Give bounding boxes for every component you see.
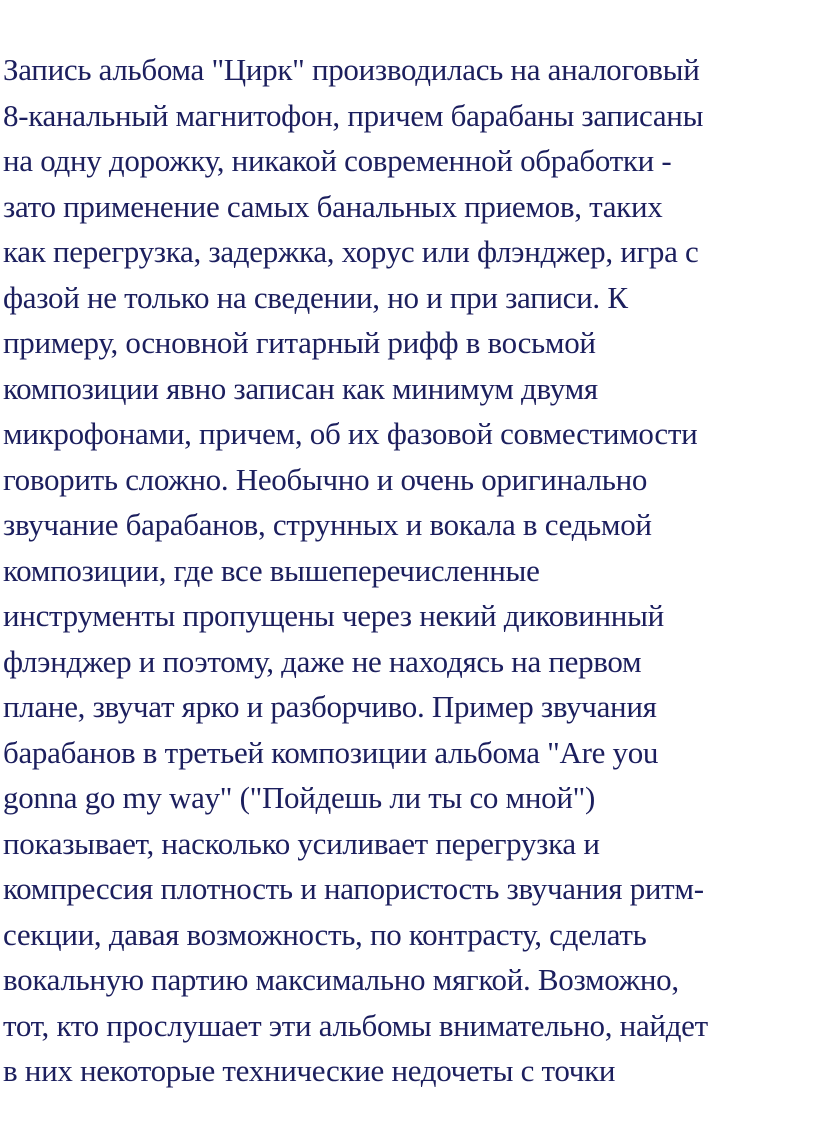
text-line: композиции, где все вышеперечисленные: [3, 552, 540, 588]
text-line: тот, кто прослушает эти альбомы внимательно, найдет: [3, 1007, 708, 1043]
text-line: gonna go my way" ("Пойдешь ли ты со мной"): [3, 780, 596, 815]
text-line: примеру, основной гитарный рифф в восьмой: [3, 325, 596, 360]
text-line: вокальную партию максимально мягкой. Возможно,: [3, 962, 679, 997]
text-line: Запись альбома "Цирк" производилась на аналоговый: [3, 52, 700, 87]
text-line: в них некоторые технические недочеты с точки: [3, 1053, 616, 1088]
text-line: композиции явно записан как минимум двумя: [3, 370, 598, 406]
text-line: звучание барабанов, струнных и вокала в седьмой: [3, 507, 652, 542]
text-line: флэнджер и поэтому, даже не находясь на первом: [3, 643, 642, 679]
body-paragraph: [3, 47, 816, 1094]
text-line: зато применение самых банальных приемов, таких: [3, 188, 663, 224]
text-line: компрессия плотность и напористость звучания ритм-: [3, 871, 704, 906]
text-line: фазой не только на сведении, но и при записи. К: [3, 279, 628, 315]
text-line: плане, звучат ярко и разборчиво. Пример звучания: [3, 689, 657, 724]
text-line: показывает, насколько усиливает перегрузка и: [3, 825, 600, 861]
text-line: говорить сложно. Необычно и очень оригинально: [3, 461, 648, 497]
text-line: как перегрузка, задержка, хорус или флэнджер, игра с: [3, 234, 699, 269]
text-line: на одну дорожку, никакой современной обработки -: [3, 143, 672, 178]
text-line: 8-канальный магнитофон, причем барабаны записаны: [3, 97, 704, 133]
text-line: барабанов в третьей композиции альбома "Are you: [3, 734, 659, 770]
text-line: секции, давая возможность, по контрасту, сделать: [3, 916, 647, 952]
text-line: микрофонами, причем, об их фазовой совместимости: [3, 416, 698, 451]
text-line: инструменты пропущены через некий диковинный: [3, 598, 664, 633]
